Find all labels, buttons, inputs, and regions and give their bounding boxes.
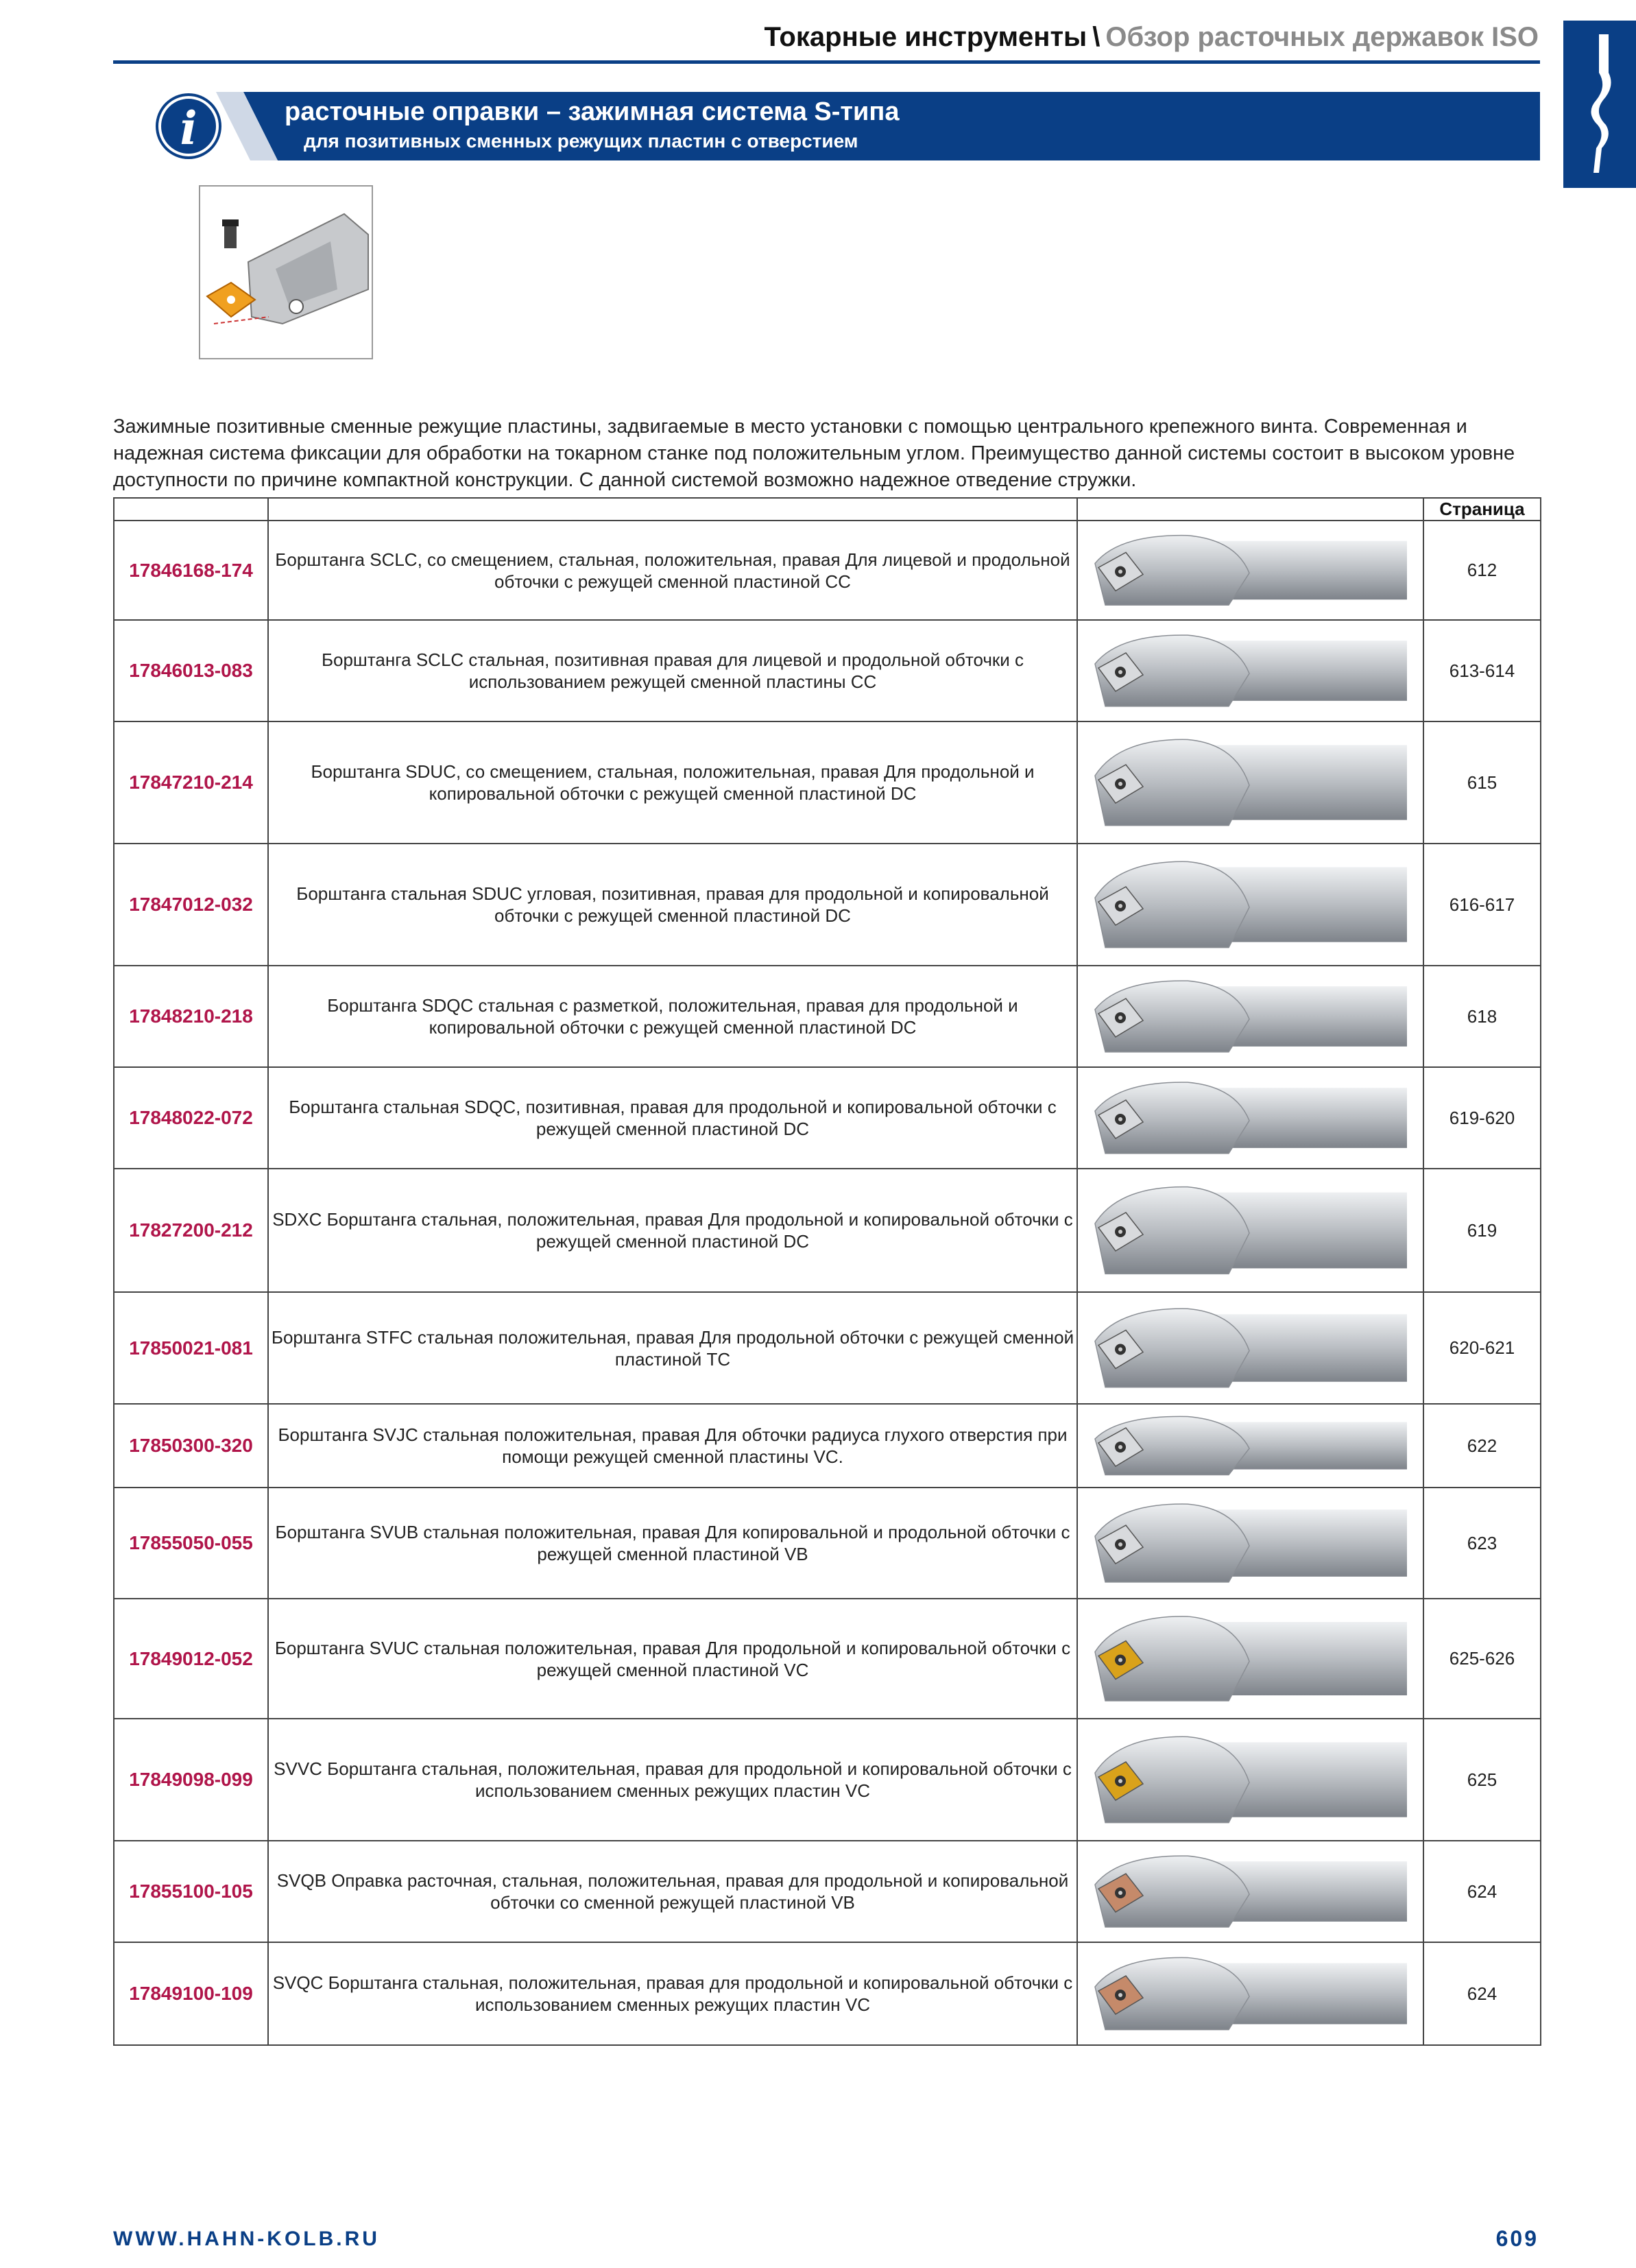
catalog-page-ref[interactable]: 619-620 — [1423, 1067, 1541, 1169]
product-description: Борштанга SDQC стальная с разметкой, положительная, правая для продольной и копировальной обточки с режущей сменной пластиной DC — [268, 966, 1077, 1067]
product-description: Борштанга SVUC стальная положительная, правая Для продольной и копировальной обточки с режущей сменной пластиной VC — [268, 1599, 1077, 1719]
article-code[interactable]: 17848210-218 — [114, 966, 268, 1067]
table-header-row — [114, 498, 1541, 521]
product-description: Борштанга SCLC стальная, позитивная правая для лицевой и продольной обточки с использованием режущей сменной пластины CC — [268, 620, 1077, 721]
boring-bar-illustration — [1078, 1069, 1424, 1167]
table-row — [114, 844, 1541, 966]
product-image — [1077, 1169, 1423, 1292]
catalog-page-ref[interactable]: 613-614 — [1423, 620, 1541, 721]
product-image — [1077, 1719, 1423, 1841]
product-image — [1077, 521, 1423, 620]
table-row — [114, 1841, 1541, 1942]
article-code[interactable]: 17849100-109 — [114, 1942, 268, 2045]
boring-bar-illustration — [1078, 1944, 1424, 2044]
product-description: Борштанга SVJC стальная положительная, правая Для обточки радиуса глухого отверстия при помощи режущей сменной пластины VC. — [268, 1404, 1077, 1488]
boring-bar-illustration — [1078, 1405, 1424, 1486]
catalog-page-ref[interactable]: 619 — [1423, 1169, 1541, 1292]
table-row — [114, 966, 1541, 1067]
product-description: SVVC Борштанга стальная, положительная, правая для продольной и копировальной обточки с использованием сменных режущих пластин VC — [268, 1719, 1077, 1841]
banner-title: расточные оправки – зажимная система S-типа — [285, 97, 900, 126]
product-description: SDXC Борштанга стальная, положительная, правая Для продольной и копировальной обточки с режущей сменной пластиной DC — [268, 1169, 1077, 1292]
catalog-page-ref[interactable]: 615 — [1423, 721, 1541, 844]
catalog-page-ref[interactable]: 623 — [1423, 1488, 1541, 1599]
clamping-system-illustration — [199, 185, 373, 359]
article-code[interactable]: 17846013-083 — [114, 620, 268, 721]
header-cell-image — [1077, 498, 1423, 521]
article-code[interactable]: 17849012-052 — [114, 1599, 268, 1719]
table-row — [114, 1599, 1541, 1719]
product-image — [1077, 1488, 1423, 1599]
boring-bar-illustration — [1078, 1489, 1424, 1597]
table-row — [114, 521, 1541, 620]
boring-bar-illustration — [1078, 1293, 1424, 1402]
boring-bar-illustration — [1078, 723, 1424, 842]
header-separator: \ — [1092, 22, 1100, 52]
product-description: SVQC Борштанга стальная, положительная, правая для продольной и копировальной обточки с использованием сменных режущих пластин VC — [268, 1942, 1077, 2045]
catalog-page-ref[interactable]: 612 — [1423, 521, 1541, 620]
table-row — [114, 1488, 1541, 1599]
catalog-page-ref[interactable]: 624 — [1423, 1841, 1541, 1942]
product-description: Борштанга SDUC, со смещением, стальная, положительная, правая Для продольной и копировальной обточки с режущей сменной пластиной DC — [268, 721, 1077, 844]
footer-website[interactable]: WWW.HAHN-KOLB.RU — [113, 2228, 380, 2250]
boring-bar-illustration — [1078, 522, 1424, 619]
catalog-page-ref[interactable]: 618 — [1423, 966, 1541, 1067]
boring-bar-illustration — [1078, 1170, 1424, 1291]
header-rule — [113, 60, 1540, 64]
header-cell-code — [114, 498, 268, 521]
product-image — [1077, 1067, 1423, 1169]
product-image — [1077, 721, 1423, 844]
boring-bar-illustration — [1078, 1600, 1424, 1717]
article-code[interactable]: 17847210-214 — [114, 721, 268, 844]
article-code[interactable]: 17849098-099 — [114, 1719, 268, 1841]
table-row — [114, 1292, 1541, 1404]
boring-bar-illustration — [1078, 845, 1424, 964]
info-icon — [113, 92, 291, 160]
header-cell-description — [268, 498, 1077, 521]
table-row — [114, 1169, 1541, 1292]
header-cell-page: Страница — [1423, 498, 1541, 521]
drill-icon — [1578, 32, 1621, 176]
product-description: SVQB Оправка расточная, стальная, положительная, правая для продольной и копировальной обточки со сменной режущей пластиной VB — [268, 1841, 1077, 1942]
page-header-title — [765, 18, 1539, 56]
product-image — [1077, 620, 1423, 721]
catalog-page-ref[interactable]: 616-617 — [1423, 844, 1541, 966]
intro-paragraph: Зажимные позитивные сменные режущие пластины, задвигаемые в место установки с помощью центрального крепежного винта. Современная и надежная система фиксации для обработки на токарном станке под положительным углом. Преимущество данной системы состоит в высоком уровне доступности по причине компактной конструкции. С данной системой возможно надежное отведение стружки. — [113, 416, 1515, 491]
table-row — [114, 1067, 1541, 1169]
article-code[interactable]: 17850300-320 — [114, 1404, 268, 1488]
footer-page-number: 609 — [1495, 2226, 1539, 2251]
catalog-page-ref[interactable]: 624 — [1423, 1942, 1541, 2045]
product-image — [1077, 1942, 1423, 2045]
section-tab — [1563, 21, 1636, 188]
article-code[interactable]: 17847012-032 — [114, 844, 268, 966]
article-code[interactable]: 17850021-081 — [114, 1292, 268, 1404]
table-row — [114, 1719, 1541, 1841]
boring-bar-illustration — [1078, 1720, 1424, 1839]
product-image — [1077, 1841, 1423, 1942]
product-description: Борштанга STFC стальная положительная, правая Для продольной обточки с режущей сменной пластиной TC — [268, 1292, 1077, 1404]
boring-bar-illustration — [1078, 967, 1424, 1066]
article-code[interactable]: 17855100-105 — [114, 1841, 268, 1942]
products-table — [113, 497, 1541, 2046]
catalog-page-ref[interactable]: 620-621 — [1423, 1292, 1541, 1404]
product-description: Борштанга SVUB стальная положительная, правая Для копировальной и продольной обточки с режущей сменной пластиной VB — [268, 1488, 1077, 1599]
table-row — [114, 1404, 1541, 1488]
table-row — [114, 721, 1541, 844]
svg-text:i: i — [180, 102, 197, 155]
table-row — [114, 620, 1541, 721]
table-row — [114, 1942, 1541, 2045]
boring-bar-illustration — [1078, 621, 1424, 720]
product-image — [1077, 966, 1423, 1067]
boring-bar-illustration — [1078, 1842, 1424, 1941]
banner-subtitle: для позитивных сменных режущих пластин с отверстием — [304, 130, 858, 152]
product-image — [1077, 1599, 1423, 1719]
product-image — [1077, 1404, 1423, 1488]
section-banner — [113, 92, 1540, 160]
header-subtitle: Обзор расточных державок ISO — [1105, 22, 1539, 52]
article-code[interactable]: 17827200-212 — [114, 1169, 268, 1292]
product-image — [1077, 1292, 1423, 1404]
article-code[interactable]: 17846168-174 — [114, 521, 268, 620]
product-description: Борштанга стальная SDQC, позитивная, правая для продольной и копировальной обточки с режущей сменной пластиной DC — [268, 1067, 1077, 1169]
catalog-page-ref[interactable]: 625 — [1423, 1719, 1541, 1841]
catalog-page-ref[interactable]: 625-626 — [1423, 1599, 1541, 1719]
product-image — [1077, 844, 1423, 966]
product-description: Борштанга стальная SDUC угловая, позитивная, правая для продольной и копировальной обточки с режущей сменной пластиной DC — [268, 844, 1077, 966]
article-code[interactable]: 17848022-072 — [114, 1067, 268, 1169]
product-description: Борштанга SCLC, со смещением, стальная, положительная, правая Для лицевой и продольной обточки с режущей сменной пластиной CC — [268, 521, 1077, 620]
catalog-page-ref[interactable]: 622 — [1423, 1404, 1541, 1488]
header-main-title: Токарные инструменты — [764, 22, 1087, 52]
article-code[interactable]: 17855050-055 — [114, 1488, 268, 1599]
